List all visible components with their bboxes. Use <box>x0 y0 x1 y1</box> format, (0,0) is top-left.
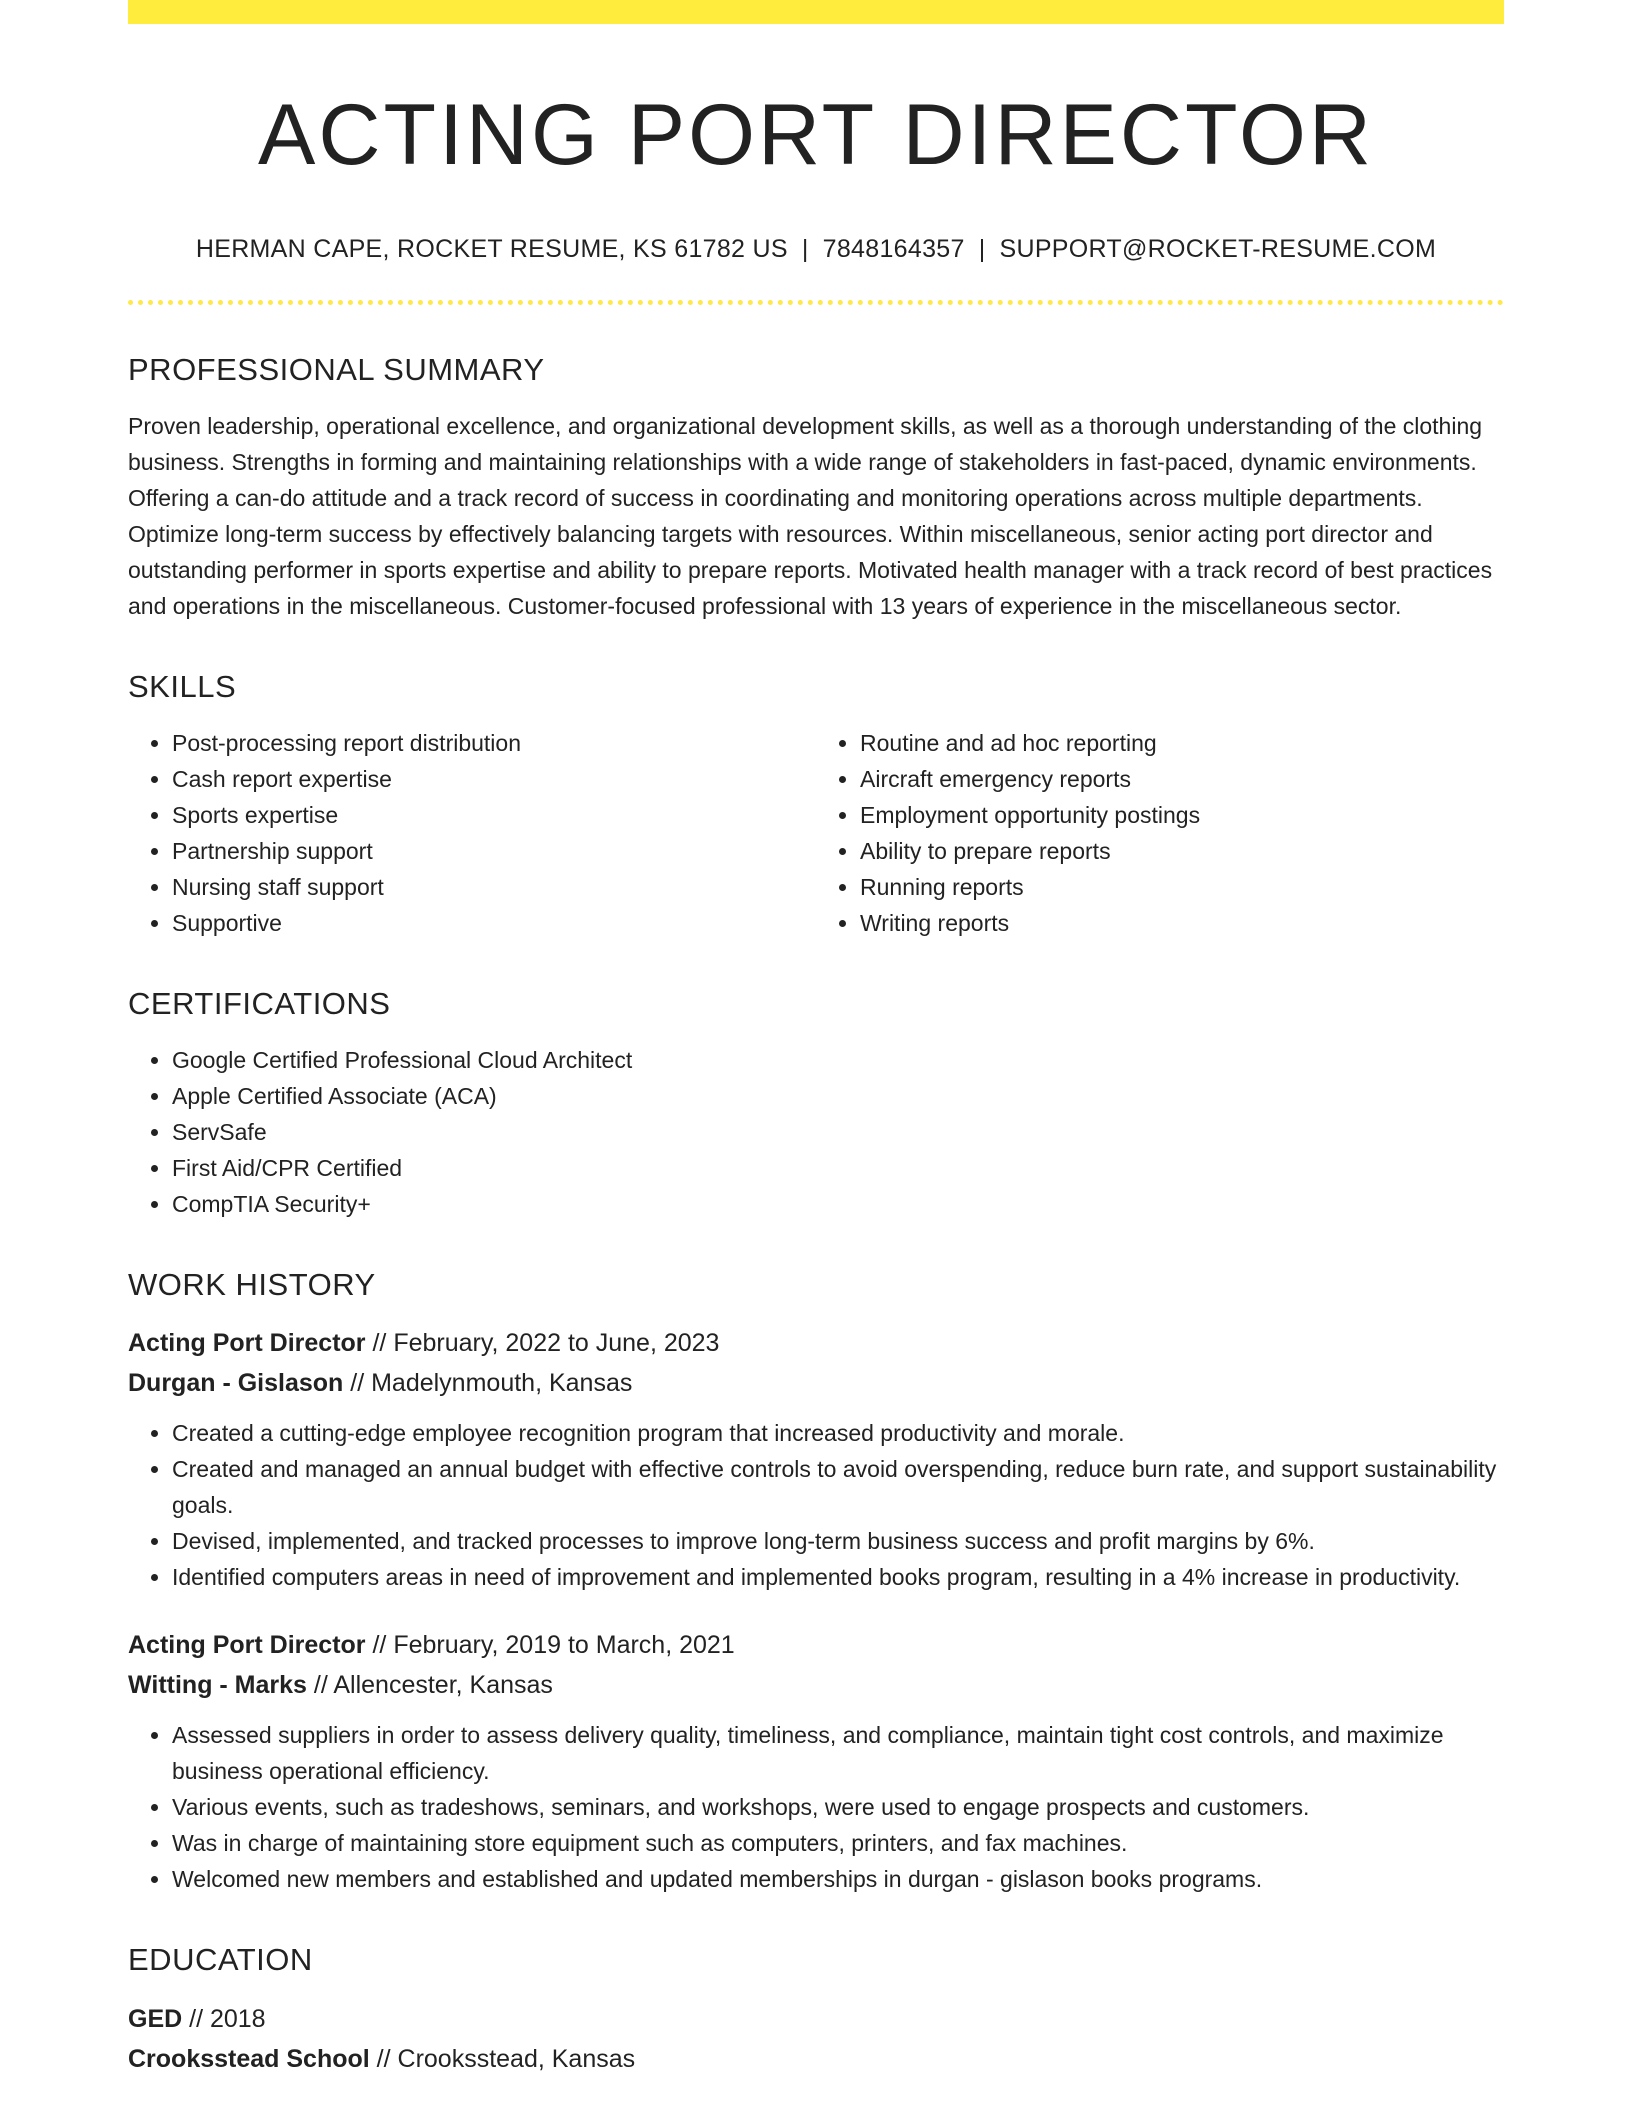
skill-item: • Routine and ad hoc reporting <box>860 725 1504 761</box>
summary-heading: PROFESSIONAL SUMMARY <box>128 351 545 387</box>
education-location: // Crooksstead, Kansas <box>369 2044 636 2073</box>
job-bullet: • Created and managed an annual budget with effective controls to avoid overspending, reduce burn rate, and support sustainability goals. <box>172 1451 1504 1523</box>
certifications-list <box>128 1042 1504 1222</box>
skills-list-left <box>128 725 816 941</box>
certifications-heading: CERTIFICATIONS <box>128 986 391 1022</box>
job-dates: // February, 2022 to June, 2023 <box>365 1329 720 1358</box>
skills-list-right <box>816 725 1504 941</box>
job-bullet: • Identified computers areas in need of improvement and implemented books program, resulting in a 4% increase in productivity. <box>172 1559 1504 1595</box>
skill-item: • Partnership support <box>172 833 816 869</box>
job-dates: // February, 2019 to March, 2021 <box>365 1631 735 1660</box>
job-bullet: • Assessed suppliers in order to assess delivery quality, timeliness, and compliance, maintain tight cost controls, and maximize business operational efficiency. <box>172 1717 1504 1789</box>
education-degree: GED <box>128 2004 183 2033</box>
skill-item: • Post-processing report distribution <box>172 725 816 761</box>
skill-item: • Running reports <box>860 869 1504 905</box>
skill-item: • Ability to prepare reports <box>860 833 1504 869</box>
job-location: // Madelynmouth, Kansas <box>343 1369 633 1398</box>
top-accent-bar <box>128 0 1504 24</box>
job-bullets <box>128 1415 1504 1595</box>
job-company: Durgan - Gislason <box>128 1369 344 1398</box>
skills-heading: SKILLS <box>128 668 237 704</box>
resume-page <box>128 0 1504 2079</box>
certification-item: • CompTIA Security+ <box>172 1186 1504 1222</box>
job-bullet: • Devised, implemented, and tracked processes to improve long-term business success and profit margins by 6%. <box>172 1523 1504 1559</box>
job-entry <box>128 1625 1504 1897</box>
job-title-line <box>128 1625 1504 1665</box>
job-entry <box>128 1323 1504 1595</box>
job-company: Witting - Marks <box>128 1671 307 1700</box>
contact-line <box>128 233 1504 266</box>
certification-item: • Google Certified Professional Cloud Architect <box>172 1042 1504 1078</box>
certification-item: • Apple Certified Associate (ACA) <box>172 1078 1504 1114</box>
skill-item: • Cash report expertise <box>172 761 816 797</box>
education-school: Crooksstead School <box>128 2044 370 2073</box>
skills-columns <box>128 725 1504 941</box>
contact-separator: | <box>978 235 986 264</box>
contact-email: SUPPORT@ROCKET-RESUME.COM <box>999 235 1437 264</box>
education-heading: EDUCATION <box>128 1942 313 1978</box>
dotted-divider <box>128 300 1504 305</box>
job-bullets <box>128 1717 1504 1897</box>
skill-item: • Writing reports <box>860 905 1504 941</box>
job-company-line <box>128 1363 1504 1403</box>
job-company-line <box>128 1665 1504 1705</box>
job-bullet: • Welcomed new members and established and updated memberships in durgan - gislason books programs. <box>172 1861 1504 1897</box>
job-bullet: • Was in charge of maintaining store equipment such as computers, printers, and fax machines. <box>172 1825 1504 1861</box>
work-history-heading: WORK HISTORY <box>128 1267 376 1303</box>
certification-item: • ServSafe <box>172 1114 1504 1150</box>
contact-address: HERMAN CAPE, ROCKET RESUME, KS 61782 US <box>195 235 788 264</box>
job-bullet: • Created a cutting-edge employee recognition program that increased productivity and morale. <box>172 1415 1504 1451</box>
contact-separator: | <box>801 235 809 264</box>
skill-item: • Sports expertise <box>172 797 816 833</box>
education-year: // 2018 <box>182 2004 266 2033</box>
contact-phone: 7848164357 <box>822 235 965 264</box>
skill-item: • Aircraft emergency reports <box>860 761 1504 797</box>
certification-item: • First Aid/CPR Certified <box>172 1150 1504 1186</box>
education-degree-line <box>128 1999 1504 2039</box>
job-title-line <box>128 1323 1504 1363</box>
education-school-line <box>128 2039 1504 2079</box>
job-title: Acting Port Director <box>128 1631 366 1660</box>
skill-item: • Supportive <box>172 905 816 941</box>
job-title: Acting Port Director <box>128 1329 366 1358</box>
summary-text: Proven leadership, operational excellence, and organizational development skills, as well as a thorough understanding of the clothing business. Strengths in forming and maintaining relationships with a wide range of stakeholders in fast-paced, dynamic environments. Offering a can-do attitude and a track record of success in coordinating and monitoring operations across multiple departments. Optimize long-term success by effectively balancing targets with resources. Within miscellaneous, senior acting port director and outstanding performer in sports expertise and ability to prepare reports. Motivated health manager with a track record of best practices and operations in the miscellaneous. Customer-focused professional with 13 years of experience in the miscellaneous sector. <box>128 412 1493 619</box>
job-location: // Allencester, Kansas <box>306 1671 553 1700</box>
skill-item: • Employment opportunity postings <box>860 797 1504 833</box>
skill-item: • Nursing staff support <box>172 869 816 905</box>
resume-title: ACTING PORT DIRECTOR <box>257 87 1375 183</box>
job-bullet: • Various events, such as tradeshows, seminars, and workshops, were used to engage prospects and customers. <box>172 1789 1504 1825</box>
